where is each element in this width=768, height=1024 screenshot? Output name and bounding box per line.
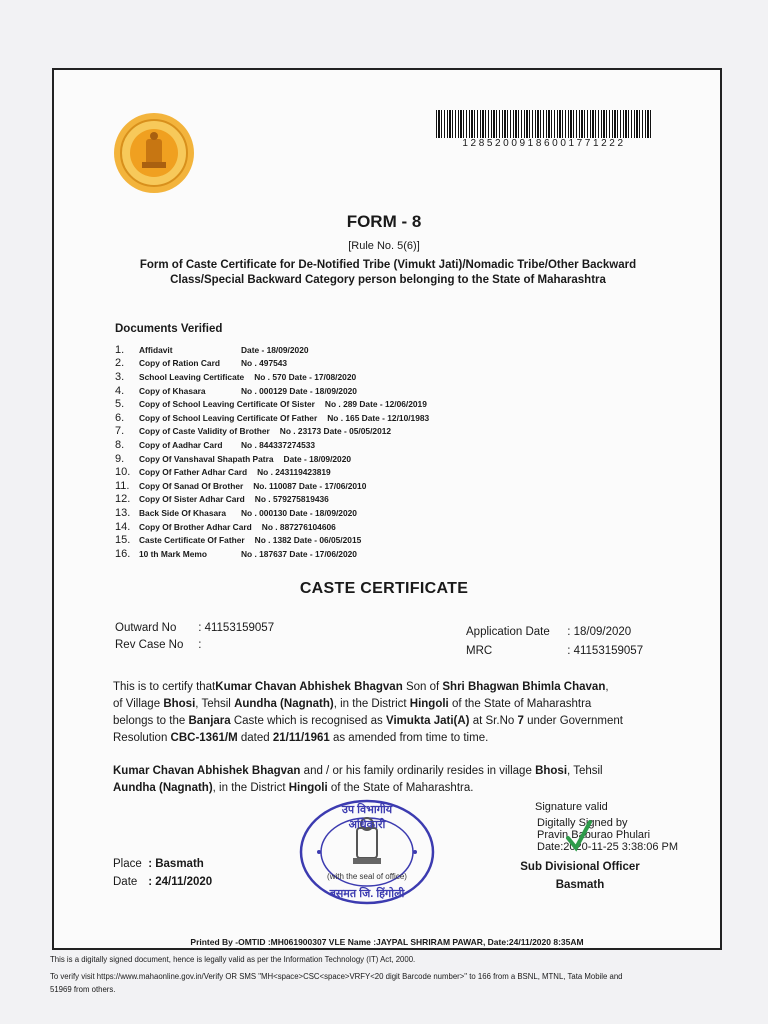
doc-detail: No . 570 Date - 17/08/2020 — [254, 371, 357, 382]
doc-name: Copy of Aadhar Card — [139, 439, 223, 450]
doc-number: 15. — [115, 534, 131, 547]
list-item — [115, 370, 535, 384]
doc-name: Copy of School Leaving Certificate Of Sister — [139, 399, 315, 410]
outward-label: Outward No — [115, 622, 177, 634]
doc-number: 3. — [115, 370, 125, 383]
rev-case-label: Rev Case No — [115, 639, 184, 651]
outward-value: : 41153159057 — [198, 622, 275, 634]
doc-name: Copy Of Father Adhar Card — [139, 467, 248, 478]
stamp-bottom-text: बसमत जि. हिंगोली — [329, 888, 405, 900]
subtitle-line-2: Class/Special Backward Category person belonging to the State of Maharashtra — [170, 274, 606, 286]
doc-detail: No . 243119423819 — [257, 467, 331, 478]
rule-number: [Rule No. 5(6)] — [348, 240, 420, 252]
doc-name: Copy of Ration Card — [139, 358, 220, 369]
holder-name: Kumar Chavan Abhishek Bhagvan — [215, 681, 403, 693]
resolution: CBC-1361/M — [170, 732, 238, 744]
list-item — [115, 493, 535, 507]
date-value: : 24/11/2020 — [148, 876, 213, 888]
maharashtra-seal-icon — [113, 112, 195, 194]
footer-line-2: To verify visit https://www.mahaonline.gov.in/Verify OR SMS "MH<space>CSC<space>VRFY<20 digit Barcode number>" to 166 from a BSNL, MTNL, Tata Mobile and — [50, 972, 623, 981]
signer-name: Pravin Baburao Phulari — [537, 829, 651, 841]
doc-detail: No . 289 Date - 12/06/2019 — [324, 399, 427, 410]
doc-number: 12. — [115, 493, 131, 506]
doc-detail: No . 1382 Date - 06/05/2015 — [254, 535, 362, 546]
list-item — [115, 357, 535, 371]
officer-place: Basmath — [555, 879, 605, 891]
doc-name: Copy Of Sister Adhar Card — [139, 494, 245, 505]
doc-name: School Leaving Certificate — [139, 371, 245, 382]
form-title: FORM - 8 — [346, 212, 422, 231]
officer-title: Sub Divisional Officer — [520, 861, 640, 873]
outward-no — [115, 622, 274, 634]
doc-name: Copy Of Vanshaval Shapath Patra — [139, 453, 274, 464]
stamp-top-text: उप विभागीय अधिकारी — [341, 804, 393, 831]
application-date — [466, 626, 631, 638]
doc-detail: No . 579275819436 — [254, 494, 329, 505]
documents-heading: Documents Verified — [115, 323, 223, 335]
doc-detail: Date - 18/09/2020 — [283, 453, 352, 464]
doc-number: 14. — [115, 520, 131, 533]
doc-detail: No . 887276104606 — [261, 521, 336, 532]
footer-line-1: This is a digitally signed document, hence is legally valid as per the Information Technology (IT) Act, 2000. — [50, 955, 416, 964]
doc-name: Affidavit — [139, 344, 173, 355]
place — [113, 858, 204, 870]
digitally-signed-by: Digitally Signed by — [537, 817, 628, 829]
doc-detail: No . 000130 Date - 18/09/2020 — [241, 507, 357, 518]
caste-certificate-heading: CASTE CERTIFICATE — [299, 580, 469, 597]
doc-number: 5. — [115, 398, 125, 411]
app-date-label: Application Date — [466, 626, 550, 638]
district: Hingoli — [409, 698, 449, 710]
barcode-number: 12852009186001771222 — [462, 138, 626, 149]
documents-list — [115, 343, 535, 561]
doc-name: Copy Of Brother Adhar Card — [139, 521, 252, 532]
list-item — [115, 438, 535, 452]
doc-detail: No . 000129 Date - 18/09/2020 — [241, 385, 357, 396]
signature-date: Date:2020-11-25 3:38:06 PM — [537, 841, 679, 853]
doc-number: 7. — [115, 425, 125, 438]
doc-number: 10. — [115, 466, 131, 479]
doc-number: 16. — [115, 547, 131, 560]
doc-number: 2. — [115, 357, 125, 370]
sr-no: 7 — [517, 715, 524, 727]
doc-detail: No . 187637 Date - 17/06/2020 — [241, 548, 357, 559]
doc-detail: No . 23173 Date - 05/05/2012 — [279, 426, 392, 437]
doc-number: 13. — [115, 506, 131, 519]
para2-line2: Aundha (Nagnath), in the District Hingoli of the State of Maharashtra. — [113, 782, 474, 794]
list-item — [115, 425, 535, 439]
place-label: Place — [113, 858, 142, 870]
form-subtitle — [110, 258, 666, 288]
app-date-value: : 18/09/2020 — [567, 626, 632, 638]
list-item — [115, 506, 535, 520]
para1-line3: belongs to the Banjara Caste which is recognised as Vimukta Jati(A) at Sr.No 7 under Government — [113, 715, 623, 727]
doc-name: Back Side Of Khasara — [139, 507, 227, 518]
para1-line4: Resolution CBC-1361/M dated 21/11/1961 as amended from time to time. — [113, 732, 489, 744]
subtitle-line-1: Form of Caste Certificate for De-Notified Tribe (Vimukt Jati)/Nomadic Tribe/Other Backward — [139, 259, 637, 271]
village: Bhosi — [163, 698, 196, 710]
list-item — [115, 479, 535, 493]
doc-number: 6. — [115, 411, 125, 424]
doc-detail: No . 844337274533 — [241, 439, 316, 450]
list-item — [115, 533, 535, 547]
barcode — [436, 110, 652, 138]
caste: Banjara — [188, 715, 231, 727]
para2-line1: Kumar Chavan Abhishek Bhagvan and / or his family ordinarily resides in village Bhosi, Tehsil — [113, 765, 603, 777]
doc-number: 1. — [115, 343, 125, 356]
list-item — [115, 547, 535, 561]
residence-paragraph — [113, 763, 673, 797]
list-item — [115, 384, 535, 398]
doc-detail: No . 497543 — [241, 358, 288, 369]
father-name: Shri Bhagwan Bhimla Chavan — [442, 681, 606, 693]
issue-date — [113, 876, 212, 888]
rev-case-value: : — [198, 639, 202, 651]
category: Vimukta Jati(A) — [386, 715, 470, 727]
doc-name: Copy of Caste Validity of Brother — [139, 426, 270, 437]
doc-name: Copy of Khasara — [139, 385, 206, 396]
list-item — [115, 452, 535, 466]
list-item — [115, 397, 535, 411]
resolution-date: 21/11/1961 — [272, 732, 330, 744]
mrc-value: : 41153159057 — [567, 645, 644, 657]
doc-name: Copy of School Leaving Certificate Of Father — [139, 412, 318, 423]
para1-line2: of Village Bhosi, Tehsil Aundha (Nagnath), in the District Hingoli of the State of Maharashtra — [113, 698, 592, 710]
list-item — [115, 411, 535, 425]
doc-number: 9. — [115, 452, 125, 465]
doc-detail: No . 165 Date - 12/10/1983 — [327, 412, 430, 423]
doc-name: 10 th Mark Memo — [139, 548, 207, 559]
mrc-label: MRC — [466, 645, 493, 657]
tehsil: Aundha (Nagnath) — [234, 698, 334, 710]
stamp-seal-note: (with the seal of office) — [327, 872, 407, 881]
list-item — [115, 465, 535, 479]
signature-valid: Signature valid — [535, 801, 608, 813]
doc-number: 4. — [115, 384, 125, 397]
place-value: : Basmath — [148, 858, 204, 870]
doc-number: 11. — [115, 479, 130, 492]
doc-name: Copy Of Sanad Of Brother — [139, 480, 244, 491]
printed-by: Printed By -OMTID :MH061900307 VLE Name :JAYPAL SHRIRAM PAWAR, Date:24/11/2020 8:35AM — [190, 937, 584, 947]
para1-line1: This is to certify thatKumar Chavan Abhishek Bhagvan Son of Shri Bhagwan Bhimla Chavan, — [113, 681, 609, 693]
footer-line-3: 51969 from others. — [50, 985, 116, 994]
doc-detail: Date - 18/09/2020 — [241, 344, 309, 355]
doc-detail: No. 110087 Date - 17/06/2010 — [253, 480, 367, 491]
rev-case-no — [115, 639, 201, 651]
list-item — [115, 343, 535, 357]
certification-paragraph — [113, 679, 673, 747]
date-label: Date — [113, 876, 138, 888]
list-item — [115, 520, 535, 534]
mrc — [466, 645, 643, 657]
verified-check-icon — [565, 818, 593, 852]
official-stamp — [297, 798, 437, 906]
doc-name: Caste Certificate Of Father — [139, 535, 245, 546]
doc-number: 8. — [115, 438, 125, 451]
